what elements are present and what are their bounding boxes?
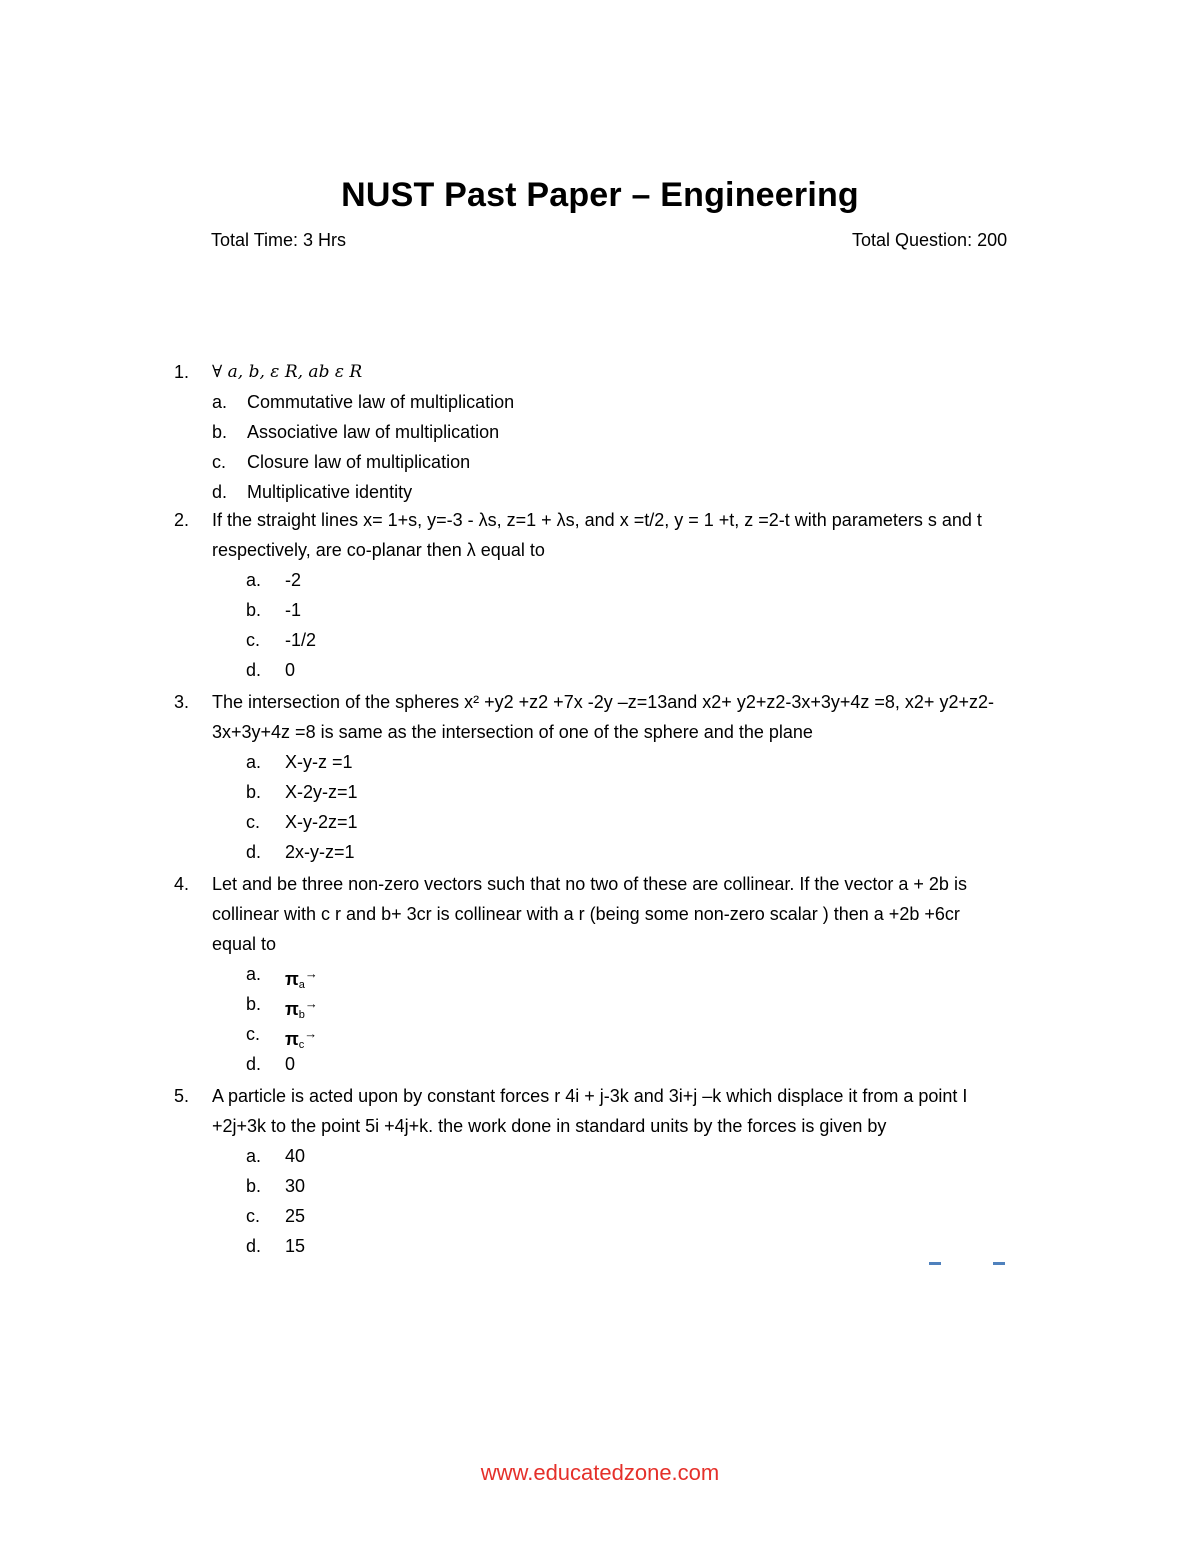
option-letter: a. — [246, 964, 262, 984]
option-text: -2 — [285, 570, 302, 590]
option-b — [174, 989, 1074, 1019]
option-c — [174, 1019, 1074, 1049]
option-a — [174, 959, 1074, 989]
question-text: collinear with c r and b+ 3cr is collinear with a r (being some non-zero scalar ) then a +2b +6cr — [212, 904, 960, 924]
option-letter: b. — [246, 994, 262, 1014]
question-text: +2j+3k to the point 5i +4j+k. the work done in standard units by the forces is given by — [212, 1116, 887, 1136]
question-text: If the straight lines x= 1+s, y=-3 - λs, z=1 + λs, and x =t/2, y = 1 +t, z =2-t with parameters s and t — [212, 510, 982, 530]
arrow-icon: → — [304, 996, 318, 1011]
option-letter: c. — [246, 1206, 261, 1226]
question-text: 3x+3y+4z =8 is same as the intersection of one of the sphere and the plane — [212, 722, 813, 742]
vector-subscript: b — [298, 1009, 305, 1021]
question-number: 1. — [174, 362, 190, 382]
question-1 — [174, 357, 1074, 507]
option-letter: d. — [246, 1236, 262, 1256]
option-c — [174, 447, 1074, 477]
option-c — [174, 625, 1074, 655]
option-letter: c. — [246, 630, 261, 650]
option-b — [174, 777, 1074, 807]
pi-symbol: π — [285, 999, 299, 1019]
option-a — [174, 1141, 1074, 1171]
option-b — [174, 417, 1074, 447]
question-4 — [174, 869, 1074, 1079]
total-time: Total Time: 3 Hrs — [211, 230, 347, 250]
question-text: The intersection of the spheres x² +y2 +z2 +7x -2y –z=13and x2+ y2+z2-3x+3y+4z =8, x2+ y2+z2- — [212, 692, 994, 712]
option-letter: b. — [212, 422, 228, 442]
option-text: Commutative law of multiplication — [247, 392, 515, 412]
option-letter: d. — [246, 842, 262, 862]
option-letter: b. — [246, 782, 262, 802]
website-link[interactable]: www.educatedzone.com — [480, 1460, 720, 1485]
pi-symbol: π — [285, 969, 299, 989]
question-text: ∀ a, b, ε R, ab ε R — [212, 362, 363, 382]
total-questions: Total Question: 200 — [852, 230, 1008, 250]
option-letter: a. — [246, 570, 262, 590]
question-number: 5. — [174, 1086, 190, 1106]
option-letter: a. — [212, 392, 228, 412]
option-text: X-y-2z=1 — [285, 812, 358, 832]
question-text: Let and be three non-zero vectors such that no two of these are collinear. If the vector a + 2b is — [212, 874, 967, 894]
option-text: -1 — [285, 600, 302, 620]
question-text: equal to — [212, 934, 277, 954]
decorative-dash — [929, 1262, 941, 1265]
question-text: A particle is acted upon by constant forces r 4i + j-3k and 3i+j –k which displace it from a point I — [212, 1086, 968, 1106]
option-text: Associative law of multiplication — [247, 422, 500, 442]
option-letter: b. — [246, 600, 262, 620]
question-2 — [174, 505, 1074, 685]
option-text: -1/2 — [285, 630, 317, 650]
question-number: 2. — [174, 510, 190, 530]
option-d — [174, 1231, 1074, 1261]
option-letter: c. — [212, 452, 227, 472]
option-letter: a. — [246, 752, 262, 772]
option-b — [174, 1171, 1074, 1201]
page-title: NUST Past Paper – Engineering — [341, 176, 859, 214]
option-a — [174, 387, 1074, 417]
decorative-dash — [993, 1262, 1005, 1265]
option-letter: c. — [246, 812, 261, 832]
option-d — [174, 655, 1074, 685]
option-letter: c. — [246, 1024, 261, 1044]
pi-symbol: π — [285, 1029, 299, 1049]
option-text: 2x-y-z=1 — [285, 842, 355, 862]
option-text: Multiplicative identity — [247, 482, 413, 502]
option-text: X-y-z =1 — [285, 752, 353, 772]
option-letter: b. — [246, 1176, 262, 1196]
option-text: 25 — [285, 1206, 306, 1226]
question-number: 4. — [174, 874, 190, 894]
option-letter: a. — [246, 1146, 262, 1166]
option-text: Closure law of multiplication — [247, 452, 471, 472]
option-d — [174, 1049, 1074, 1079]
option-b — [174, 595, 1074, 625]
option-text: 0 — [285, 660, 296, 680]
question-number: 3. — [174, 692, 190, 712]
option-a — [174, 565, 1074, 595]
option-text: X-2y-z=1 — [285, 782, 358, 802]
option-c — [174, 1201, 1074, 1231]
option-d — [174, 837, 1074, 867]
question-5 — [174, 1081, 1074, 1261]
option-text: 15 — [285, 1236, 306, 1256]
option-letter: d. — [212, 482, 228, 502]
option-text: 40 — [285, 1146, 306, 1166]
option-letter: d. — [246, 660, 262, 680]
question-3 — [174, 687, 1074, 867]
option-a — [174, 747, 1074, 777]
option-d — [174, 477, 1074, 507]
arrow-icon: → — [304, 1026, 318, 1041]
arrow-icon: → — [304, 966, 318, 981]
vector-subscript: c — [298, 1039, 305, 1051]
option-c — [174, 807, 1074, 837]
vector-subscript: a — [298, 979, 305, 991]
option-text: 30 — [285, 1176, 306, 1196]
option-text: 0 — [285, 1054, 296, 1074]
question-text: respectively, are co-planar then λ equal to — [212, 540, 545, 560]
option-letter: d. — [246, 1054, 262, 1074]
